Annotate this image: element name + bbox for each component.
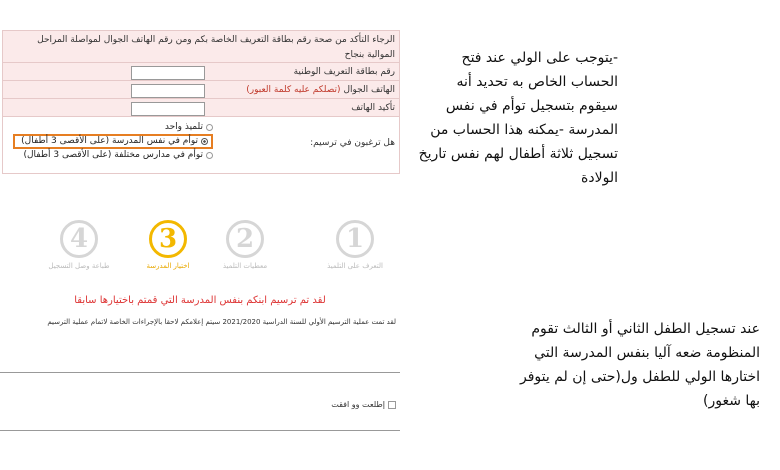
radio-icon[interactable] bbox=[206, 124, 213, 131]
option-label: توأم في مدارس مختلفة (على الأقصى 3 أطفال) bbox=[23, 150, 203, 160]
mobile-hint: (تصلكم عليه كلمة العبور) bbox=[246, 84, 341, 95]
form-notice: الرجاء التأكد من صحة رقم بطاقة التعريف الخاصة بكم ومن رقم الهاتف الجوال لمواصلة المراحل الموالية بنجاح bbox=[3, 31, 399, 63]
register-type-group bbox=[3, 117, 399, 173]
option-twins-same-school[interactable] bbox=[13, 134, 213, 149]
option-label: توأم في نفس المدرسة (على الأقصى 3 أطفال) bbox=[21, 136, 198, 146]
step-1 bbox=[310, 220, 400, 270]
confirm-phone-input[interactable] bbox=[131, 102, 205, 116]
acknowledge-label: إطلعت وو افقت bbox=[331, 400, 385, 409]
registration-form bbox=[2, 30, 400, 174]
step-number: 1 bbox=[336, 220, 374, 258]
mobile-label: الهاتف الجوال bbox=[343, 84, 395, 95]
register-options bbox=[13, 121, 213, 162]
divider bbox=[0, 372, 400, 373]
id-card-input[interactable] bbox=[131, 66, 205, 80]
step-number: 4 bbox=[60, 220, 98, 258]
confirm-phone-label: تأكيد الهاتف bbox=[351, 102, 395, 113]
step-caption: اختيار المدرسة bbox=[146, 262, 190, 270]
divider bbox=[0, 430, 400, 431]
progress-steps bbox=[20, 220, 400, 280]
id-card-label: رقم بطاقة التعريف الوطنية bbox=[293, 66, 395, 77]
explanation-note-bottom: عند تسجيل الطفل الثاني أو الثالث تقوم المنظومة ضعه آليا بنفس المدرسة التي اختارها الولي للطفل ول(حتى إن لم يتوفر بها شغور) bbox=[519, 321, 760, 409]
id-card-row bbox=[3, 63, 399, 81]
step-number: 3 bbox=[149, 220, 187, 258]
radio-icon[interactable] bbox=[206, 152, 213, 159]
mobile-input[interactable] bbox=[131, 84, 205, 98]
option-label: تلميذ واحد bbox=[164, 122, 203, 132]
confirm-phone-row bbox=[3, 99, 399, 117]
register-question: هل ترغبون في ترسيم: bbox=[310, 138, 395, 148]
step-4 bbox=[34, 220, 124, 270]
option-single-student[interactable] bbox=[13, 121, 213, 134]
confirmation-message: لقد تم ترسيم ابنكم بنفس المدرسة التي قمتم باختيارها سابقا bbox=[74, 295, 326, 306]
mobile-row bbox=[3, 81, 399, 99]
info-message: لقد تمت عملية الترسيم الأولي للسنة الدراسية 2021/2020 سيتم إعلامكم لاحقا بالإجراءات الخاصة لاتمام عملية الترسيم bbox=[47, 318, 396, 326]
step-caption: معطيات التلميذ bbox=[222, 262, 268, 270]
explanation-note-top: -يتوجب على الولي عند فتح الحساب الخاص به تحديد أنه سيقوم بتسجيل توأم في نفس المدرسة -يمكنه هذا الحساب من تسجيل ثلاثة أطفال لهم نفس تاريخ الولادة bbox=[418, 50, 618, 186]
step-caption: طباعة وصل التسجيل bbox=[48, 262, 110, 270]
option-twins-different-schools[interactable] bbox=[13, 149, 213, 162]
step-number: 2 bbox=[226, 220, 264, 258]
radio-selected-icon[interactable] bbox=[201, 138, 208, 145]
step-3 bbox=[123, 220, 213, 270]
acknowledge-row[interactable] bbox=[0, 400, 400, 409]
step-2 bbox=[200, 220, 290, 270]
acknowledge-checkbox[interactable] bbox=[388, 401, 396, 409]
step-caption: التعرف على التلميذ bbox=[327, 262, 383, 270]
